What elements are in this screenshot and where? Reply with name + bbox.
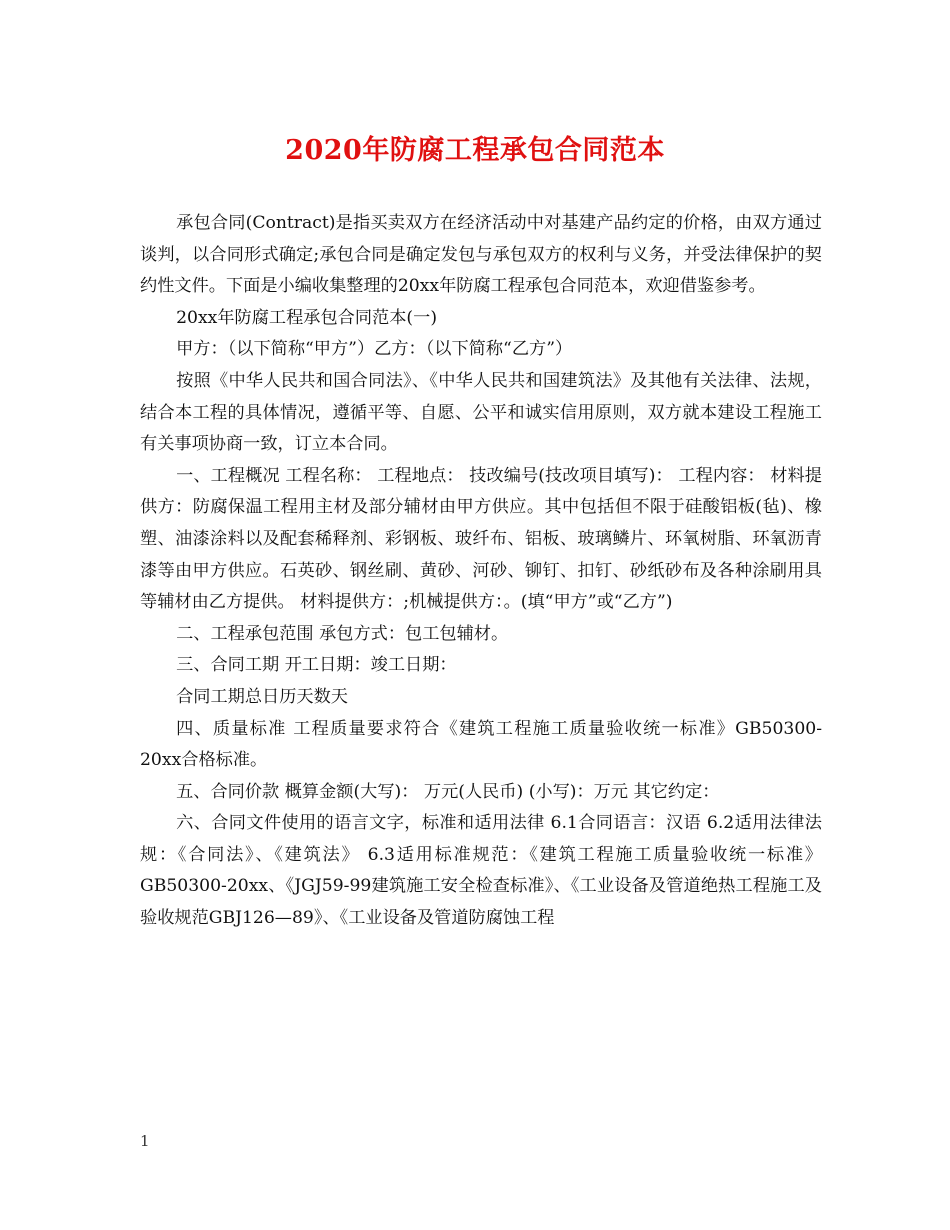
section-heading: 20xx年防腐工程承包合同范本(一) xyxy=(176,307,438,328)
legal-basis-paragraph: 按照《中华人民共和国合同法》、《中华人民共和国建筑法》及其他有关法律、法规，结合本工程的具体情况，遵循平等、自愿、公平和诚实信用原则，双方就本建设工程施工有关事项协商一致，订立本合同。 xyxy=(140,370,822,455)
project-overview-paragraph: 一、工程概况 工程名称： 工程地点： 技改编号(技改项目填写)： 工程内容： 材料提供方：防腐保温工程用主材及部分辅材由甲方供应。其中包括但不限于硅酸铝板(毡)、橡塑、油漆涂料以及配套稀释剂、彩钢板、玻纤布、铝板、玻璃鳞片、环氧树脂、环氧沥青漆等由甲方供应。石英砂、钢丝刷、黄砂、河砂、铆钉、扣钉、砂纸砂布及各种涂刷用具等辅材由乙方提供。 材料提供方：;机械提供方：。(填“甲方”或“乙方”) xyxy=(140,465,822,613)
parties-line: 甲方：（以下简称“甲方”）乙方：（以下简称“乙方”） xyxy=(176,339,573,360)
total-days-line: 合同工期总日历天数天 xyxy=(176,686,348,707)
language-standards-paragraph: 六、合同文件使用的语言文字，标准和适用法律 6.1合同语言：汉语 6.2适用法律法规：《合同法》、《建筑法》 6.3适用标准规范：《建筑工程施工质量验收统一标准》GB50300-20xx、《JGJ59-99建筑施工安全检查标准》、《工业设备及管道绝热工程施工及验收规范GBJ126—89》、《工业设备及管道防腐蚀工程 xyxy=(140,813,822,929)
contract-scope-line: 二、工程承包范围 承包方式：包工包辅材。 xyxy=(176,623,509,644)
document-title: 2020年防腐工程承包合同范本 xyxy=(285,135,665,166)
intro-paragraph: 承包合同(Contract)是指买卖双方在经济活动中对基建产品约定的价格，由双方通过谈判，以合同形式确定;承包合同是确定发包与承包双方的权利与义务，并受法律保护的契约性文件。下面是小编收集整理的20xx年防腐工程承包合同范本，欢迎借鉴参考。 xyxy=(140,213,822,297)
quality-standard-paragraph: 四、质量标准 工程质量要求符合《建筑工程施工质量验收统一标准》GB50300-20xx合格标准。 xyxy=(140,718,822,771)
contract-period-line: 三、合同工期 开工日期：竣工日期： xyxy=(176,655,457,676)
page-number: 1 xyxy=(140,1132,150,1150)
contract-price-line: 五、合同价款 概算金额(大写)： 万元(人民币) (小写)：万元 其它约定： xyxy=(176,781,720,802)
document-body xyxy=(140,208,822,935)
